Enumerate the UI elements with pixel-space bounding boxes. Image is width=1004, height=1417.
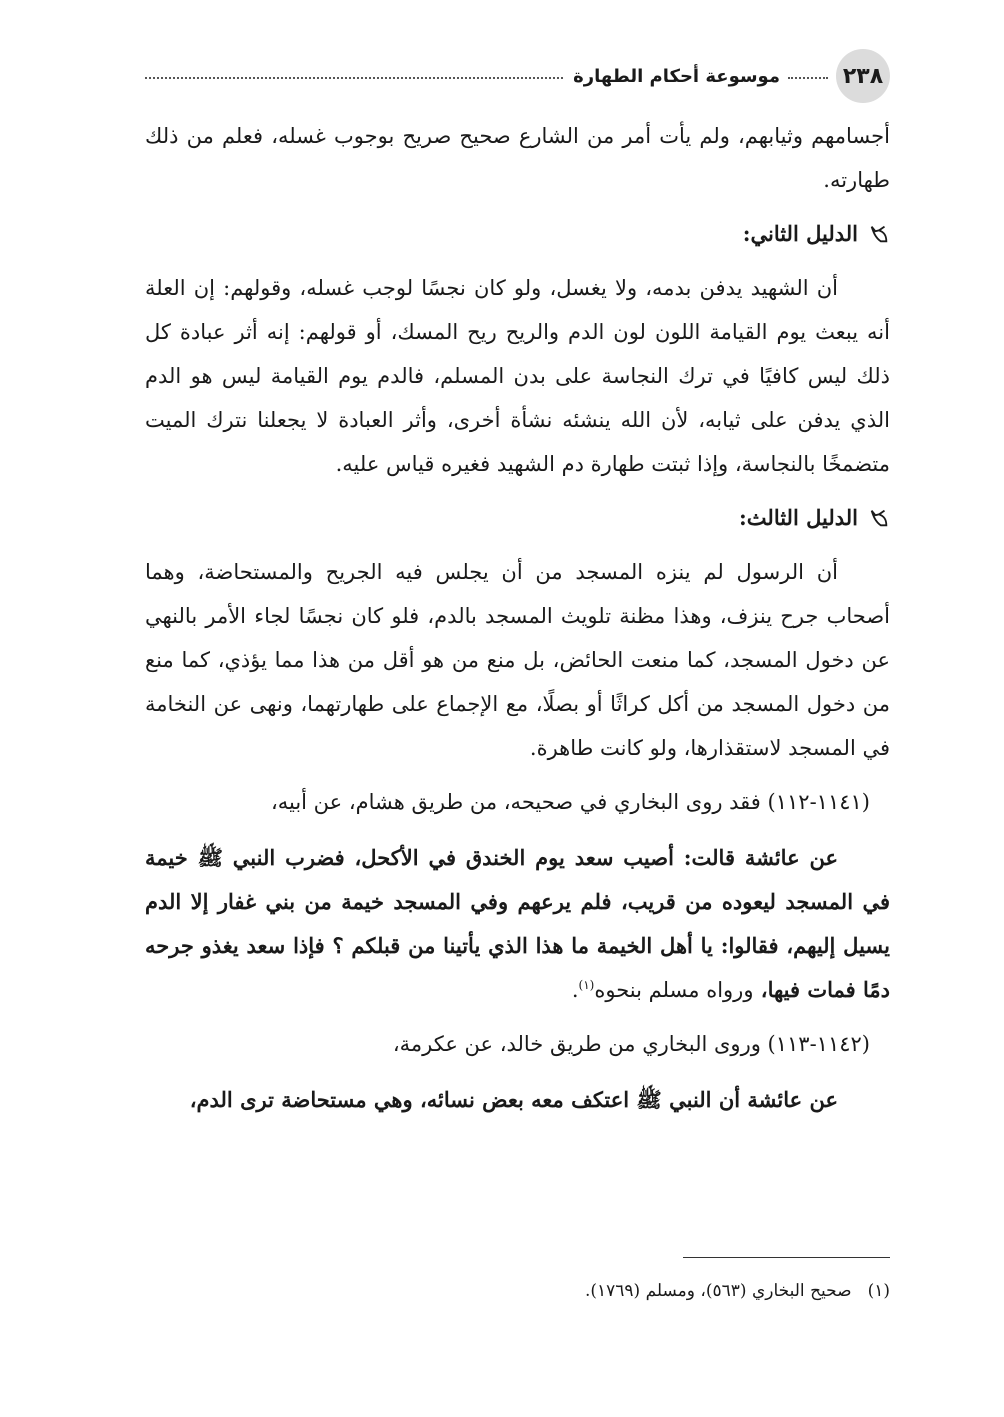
header-dotted-rule-short (788, 77, 828, 79)
hadith-text: عن عائشة أن النبي ﷺ اعتكف معه بعض نسائه، وهي مستحاضة ترى الدم، (189, 1087, 838, 1112)
page-number: ٢٣٨ (836, 49, 890, 103)
footnote-separator (683, 1257, 890, 1258)
main-text (145, 114, 890, 1122)
section-heading (145, 496, 890, 540)
heading-label: الدليل الثالث: (739, 505, 858, 530)
paragraph: أن الرسول لم ينزه المسجد من أن يجلس فيه الجريح والمستحاضة، وهما أصحاب جرح ينزف، وهذا مظنة تلويث المسجد بالدم، فلو كان نجسًا لجاء الأمر بالنهي عن دخول المسجد، كما منعت الحائض، بل منع من هو أقل من هذا مما يؤذي، كما منع من دخول المسجد من أكل كراثًا أو بصلًا، مع الإجماع على طهارتهما، ونهى عن النخامة في المسجد لاستقذارها، ولو كانت طاهرة. (145, 560, 890, 760)
footnote-number: (١) (867, 1281, 890, 1301)
hand-pointer-icon (868, 223, 890, 245)
running-title: موسوعة أحكام الطهارة (573, 65, 780, 87)
heading-label: الدليل الثاني: (742, 221, 858, 246)
footnote (145, 1276, 890, 1306)
footnote-reference[interactable]: (١) (578, 978, 595, 992)
sentence-end: . (571, 978, 579, 1002)
hadith-source: ورواه مسلم بنحوه (594, 978, 754, 1002)
footnote-text: صحيح البخاري (٥٦٣)، ومسلم (١٧٦٩). (584, 1281, 852, 1301)
hadith-body: عن عائشة قالت: أصيب سعد يوم الخندق في الأكحل، فضرب النبي ﷺ خيمة في المسجد ليعوده من قريب، فلم يرعهم وفي المسجد خيمة من بني غفار إلا الدم يسيل إليهم، فقالوا: يا أهل الخيمة ما هذا الذي يأتينا من قبلكم ؟ فإذا سعد يغذو جرحه دمًا فمات فيها، (145, 845, 890, 1002)
page-header (145, 48, 890, 104)
hadith-text (145, 836, 890, 1012)
hadith-citation: (١١٤١-١١٢) فقد روى البخاري في صحيحه، من طريق هشام، عن أبيه، (270, 790, 870, 814)
hadith-citation: (١١٤٢-١١٣) وروى البخاري من طريق خالد، عن عكرمة، (392, 1032, 870, 1056)
paragraph: أن الشهيد يدفن بدمه، ولا يغسل، ولو كان نجسًا لوجب غسله، وقولهم: إن العلة أنه يبعث يوم القيامة اللون لون الدم والريح ريح المسك، أو قولهم: إنه أثر عبادة كل ذلك ليس كافيًا في ترك النجاسة على بدن المسلم، فالدم يوم القيامة ليس هو الدم الذي يدفن على ثيابه، لأن الله ينشئه نشأة أخرى، وأثر العبادة لا يجعلنا نترك الميت متضمخًا بالنجاسة، وإذا ثبتت طهارة دم الشهيد فغيره قياس عليه. (145, 276, 890, 476)
header-dotted-rule-long (145, 77, 563, 79)
hand-pointer-icon (868, 507, 890, 529)
paragraph: أجسامهم وثيابهم، ولم يأت أمر من الشارع صحيح صريح بوجوب غسله، فعلم من ذلك طهارته. (145, 124, 890, 192)
section-heading (145, 212, 890, 256)
